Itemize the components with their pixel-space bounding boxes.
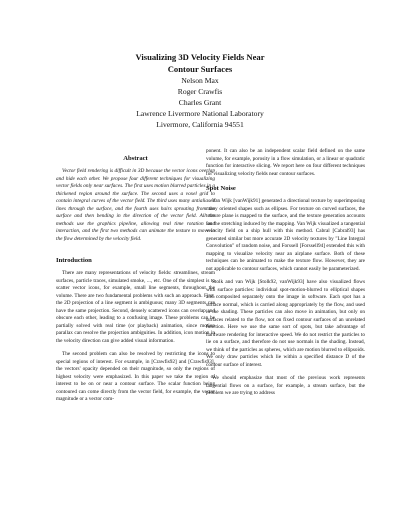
affiliation-line-1: Lawrence Livermore National Laboratory xyxy=(136,109,264,118)
spot-noise-heading: Spot Noise xyxy=(206,185,236,192)
affiliation-line-2: Livermore, California 94551 xyxy=(156,120,244,129)
spot-paragraph-3: We should emphasize that most of the previous work represents tangential flows on a surface, for example, a stream surface, but the problem we are trying to address xyxy=(206,375,365,396)
right-paragraph-continued: ponent. It can also be an independent scalar field defined on the same volume, for example, porosity in a flow simulation, or a linear or quadratic function for interactive slicing. We report here on four different techniques for visualizing velocity fields near contour surfaces. xyxy=(206,148,365,177)
intro-paragraph-1: There are many representations of velocity fields: streamlines, stream surfaces, particle traces, simulated smoke, ..., etc. One of the simplest is to scatter vector icons, for example, small line segments, throughout the volume. There are two fundamental problems with such an approach. First, the 2D projection of a line segment is ambiguous; many 3D segments can have the same projection. Second, densely scattered icons can overlap and obscure each other, leading to a confusing image. These problems can be partially solved with real time (or playback) animation, since motion parallax can resolve the projection ambiguities. In addition, icon motion in the velocity direction can give added visual information. xyxy=(56,270,215,344)
intro-paragraph-2: The second problem can also be resolved by restricting the icons to special regions of interest. For example, in [Crawfis92] and [Crawfis93], the vectors' opacity depended on their magnitude, so only the regions of highest velocity were emphasized. In this paper we take the region of interest to be on or near a contour surface. The scalar function being contoured can come directly from the vector field, for example, the vector magnitude or a vector com- xyxy=(56,351,215,402)
spot-paragraph-2: Stolk and van Wijk [Stolk92, vanWijk93] have also visualized flows with surface particles: individual spot-motion-blurred to elliptical shapes and composited separately onto the image in software. Each spot has a surface normal, which is carried along appropriately by the flow, and used in the shading. These particles can also move in animation, but only on surfaces related to the flow, not on fixed contour surfaces of an unrelated function. Here we use the same sort of spots, but take advantage of hardware rendering for interactive speed. We do not restrict the particles to lie on a surface, and therefore do not use normals in the shading. Instead, we think of the particles as spheres, which are motion blurred to ellipsoids. We only draw particles which lie within a specified distance D of the contour surface of interest. xyxy=(206,279,365,368)
introduction-heading: Introduction xyxy=(56,257,92,264)
paper-title-line-1: Visualizing 3D Velocity Fields Near xyxy=(135,52,265,62)
left-column xyxy=(56,148,215,410)
right-column xyxy=(206,148,365,404)
abstract-heading: Abstract xyxy=(123,155,148,162)
spot-paragraph-1: Van Wijk [vanWijk91] generated a directional texture by superimposing many oriented shapes such as ellipses. For texture on curved surfaces, the texture plane is mapped to the surface, and the texture generation accounts for the stretching induced by the mapping. Van Wijk visualized a tangential velocity field on a ship hull with this method. Cabral [Cabral93] has generated similar but more accurate 2D velocity textures by "Line Integral Convolution" of random noise, and Forssell [Forssell94] extended this with mapping to visualize velocity near an airplane surface. Both of these techniques can be animated to make the texture flow. However, they are not applicable to contour surfaces, which cannot easily be parameterized. xyxy=(206,198,365,272)
abstract-text: Vector field rendering is difficult in 3D because the vector icons overlap and hide each other. We propose four different techniques for visualizing vector fields only near surfaces. The first uses motion blurred particles in a thickened region around the surface. The second uses a voxel grid to contain integral curves of the vector field. The third uses many antialiased lines through the surface, and the fourth uses hairs sprouting from the surface and then bending in the direction of the vector field. All the methods use the graphics pipeline, allowing real time rotation and interaction, and the first two methods can animate the texture to move in the flow determined by the velocity field. xyxy=(56,168,215,242)
paper-header xyxy=(0,51,400,130)
author-1: Nelson Max xyxy=(181,76,219,85)
author-3: Charles Grant xyxy=(178,98,222,107)
paper-title-line-2: Contour Surfaces xyxy=(167,64,233,74)
author-2: Roger Crawfis xyxy=(177,87,223,96)
